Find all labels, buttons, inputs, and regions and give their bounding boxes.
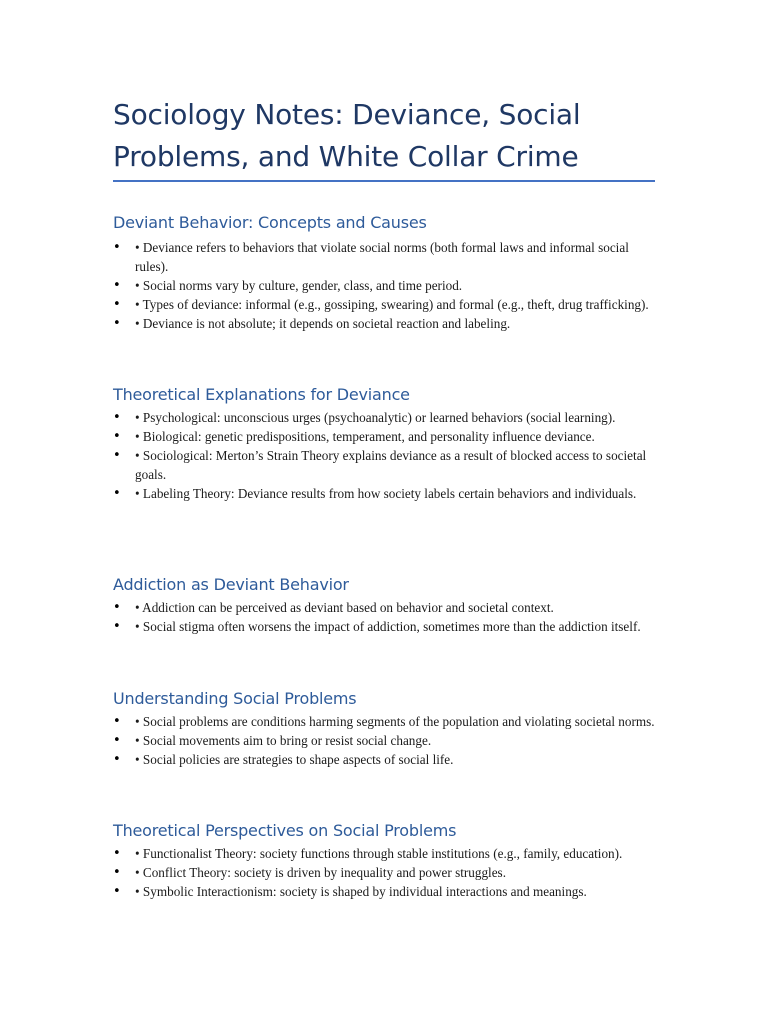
list-item <box>113 712 658 731</box>
list-item-text: • Social stigma often worsens the impact of addiction, sometimes more than the addiction itself. <box>135 619 641 634</box>
bullet-list <box>113 238 658 333</box>
list-item <box>113 617 658 636</box>
list-item-text: • Social movements aim to bring or resist social change. <box>135 733 432 748</box>
bullet-icon: • <box>113 429 121 444</box>
document-title: Sociology Notes: Deviance, Social Problems, and White Collar Crime <box>113 98 581 173</box>
bullet-icon: • <box>113 619 121 634</box>
bullet-icon: • <box>113 278 121 293</box>
list-item <box>113 427 658 446</box>
bullet-icon: • <box>113 865 121 880</box>
list-item-text: • Biological: genetic predispositions, temperament, and personality influence deviance. <box>135 429 595 444</box>
section-theoretical-explanations <box>113 384 658 503</box>
bullet-icon: • <box>113 600 121 615</box>
list-item-text: • Deviance is not absolute; it depends on societal reaction and labeling. <box>135 316 511 331</box>
list-item <box>113 484 658 503</box>
section-heading: Addiction as Deviant Behavior <box>113 575 349 594</box>
bullet-icon: • <box>113 733 121 748</box>
list-item <box>113 314 658 333</box>
bullet-list <box>113 844 658 901</box>
bullet-list <box>113 712 658 769</box>
section-social-problems <box>113 688 658 769</box>
section-deviant-behavior <box>113 212 658 333</box>
bullet-icon: • <box>113 752 121 767</box>
list-item-text: • Functionalist Theory: society functions through stable institutions (e.g., family, education). <box>135 846 623 861</box>
list-item-text: • Social norms vary by culture, gender, class, and time period. <box>135 278 463 293</box>
bullet-icon: • <box>113 884 121 899</box>
section-addiction <box>113 574 658 636</box>
bullet-icon: • <box>113 410 121 425</box>
list-item-text: • Sociological: Merton’s Strain Theory explains deviance as a result of blocked access to societal goals. <box>135 448 647 482</box>
list-item-text: • Labeling Theory: Deviance results from how society labels certain behaviors and individuals. <box>135 486 637 501</box>
list-item <box>113 844 658 863</box>
bullet-list <box>113 598 658 636</box>
bullet-icon: • <box>113 316 121 331</box>
list-item <box>113 408 658 427</box>
list-item-text: • Addiction can be perceived as deviant based on behavior and societal context. <box>135 600 554 615</box>
list-item <box>113 863 658 882</box>
list-item <box>113 731 658 750</box>
section-heading: Deviant Behavior: Concepts and Causes <box>113 213 427 232</box>
bullet-icon: • <box>113 240 121 255</box>
list-item <box>113 882 658 901</box>
title-underline <box>113 180 655 182</box>
bullet-icon: • <box>113 846 121 861</box>
list-item-text: • Social problems are conditions harming segments of the population and violating societal norms. <box>135 714 655 729</box>
list-item <box>113 238 658 276</box>
bullet-icon: • <box>113 486 121 501</box>
list-item-text: • Psychological: unconscious urges (psychoanalytic) or learned behaviors (social learning). <box>135 410 616 425</box>
section-heading: Theoretical Perspectives on Social Problems <box>113 821 457 840</box>
bullet-icon: • <box>113 448 121 463</box>
section-heading: Theoretical Explanations for Deviance <box>113 385 410 404</box>
list-item-text: • Social policies are strategies to shape aspects of social life. <box>135 752 454 767</box>
list-item <box>113 295 658 314</box>
bullet-icon: • <box>113 714 121 729</box>
list-item <box>113 446 658 484</box>
section-heading: Understanding Social Problems <box>113 689 357 708</box>
section-perspectives-social-problems <box>113 820 658 901</box>
list-item-text: • Symbolic Interactionism: society is shaped by individual interactions and meanings. <box>135 884 587 899</box>
bullet-icon: • <box>113 297 121 312</box>
bullet-list <box>113 408 658 503</box>
list-item-text: • Conflict Theory: society is driven by inequality and power struggles. <box>135 865 506 880</box>
list-item <box>113 750 658 769</box>
list-item-text: • Deviance refers to behaviors that violate social norms (both formal laws and informal social rules). <box>135 240 629 274</box>
list-item <box>113 598 658 617</box>
list-item-text: • Types of deviance: informal (e.g., gossiping, swearing) and formal (e.g., theft, drug trafficking). <box>135 297 649 312</box>
list-item <box>113 276 658 295</box>
